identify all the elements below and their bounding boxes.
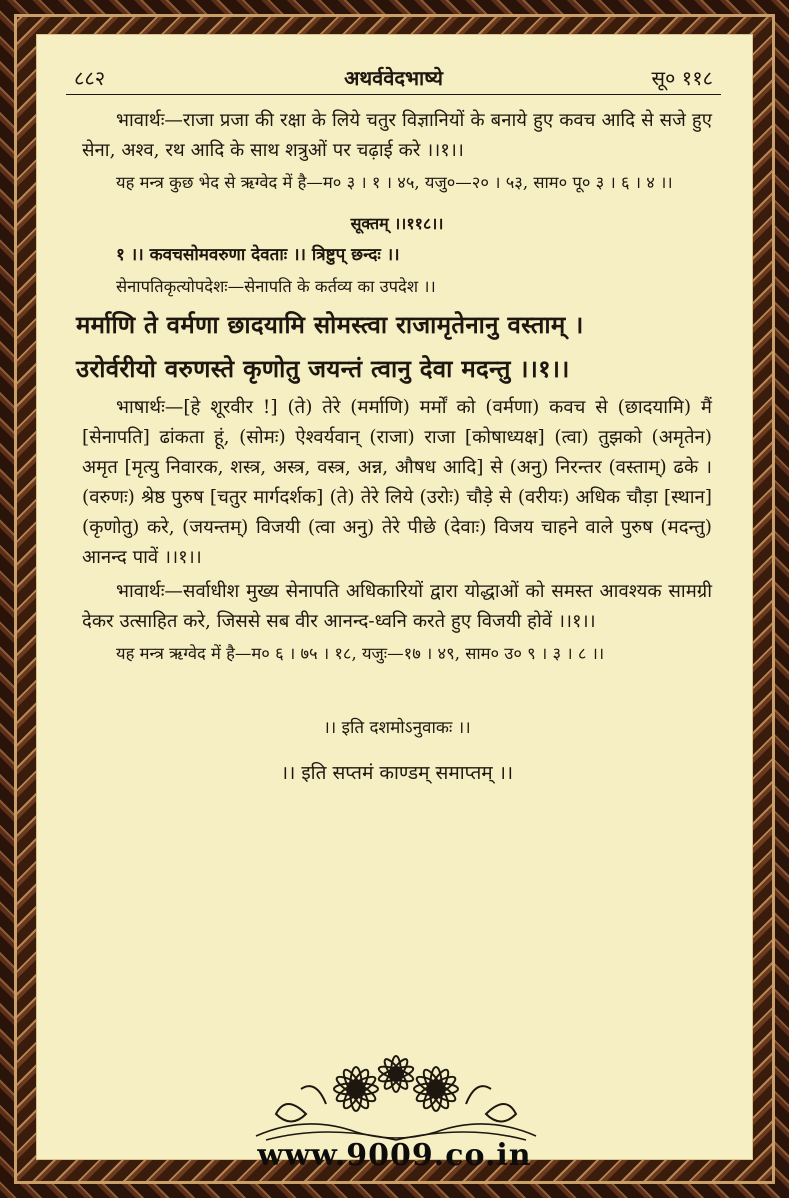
bhashartha-paragraph: भाषार्थः—[हे शूरवीर !] (ते) तेरे (मर्माणि) मर्मों को (वर्मणा) कवच से (छादयामि) मैं [सेनापति] ढांकता हूं, (सोमः) ऐश्वर्यवान् (राजा) राजा [कोषाध्यक्ष] (त्वा) तुझको (अमृतेन) अमृत [मृत्यु निवारक, शस्त्र, अस्त्र, वस्त्र, अन्न, औषध आदि] से (अनु) निरन्तर (वस्ताम्) ढके । (वरुणः) श्रेष्ठ पुरुष [चतुर मार्गदर्शक] (ते) तेरे लिये (उरोः) चौड़े से (वरीयः) अधिक चौड़ा [स्थान] (कृणोतु) करे, (जयन्तम्) विजयी (त्वा अनु) तेरे पीछे (देवाः) विजय चाहने वाले पुरुष (मदन्तु) आनन्द पावें ।।१।।: [82, 397, 712, 568]
page-body: [76, 106, 712, 788]
mantra-line-2: उरोर्वरीयो वरुणस्ते कृणोतु जयन्तं त्वानु देवा मदन्तु ।।१।।: [76, 354, 570, 383]
bhavartha-paragraph-1: भावार्थः—राजा प्रजा की रक्षा के लिये चतुर विज्ञानियों के बनाये हुए कवच आदि से सजे हुए सेना, अश्व, रथ आदि के साथ शत्रुओं पर चढ़ाई करे ।।१।।: [82, 110, 712, 161]
website-url[interactable]: www.9009.co.in: [257, 1138, 532, 1173]
devata-line: १ ।। कवचसोमवरुणा देवताः ।। त्रिष्टुप् छन्दः ।।: [116, 245, 400, 265]
reference-line-2: यह मन्त्र ऋग्वेद में है—म० ६ । ७५ । १८, यजुः—१७ । ४९, साम० उ० ९ । ३ । ८ ।।: [116, 644, 605, 663]
floral-ornament-icon: [246, 1044, 546, 1144]
anuvaka-end: ।। इति दशमोऽनुवाकः ।।: [323, 718, 471, 738]
page-number: ८८२: [74, 66, 106, 90]
sukta-heading: सूक्तम् ।।११८।।: [350, 214, 444, 233]
book-page: [36, 34, 753, 1160]
mantra-line-1: मर्माणि ते वर्मणा छादयामि सोमस्त्वा राजामृतेनानु वस्ताम् ।: [76, 310, 584, 339]
book-title: अथर्ववेदभाष्ये: [344, 66, 443, 90]
reference-line-1: यह मन्त्र कुछ भेद से ऋग्वेद में है—म० ३ । १ । ४५, यजु०—२० । ५३, साम० पू० ३ । ६ । ४ ।।: [116, 173, 673, 192]
upadesh-line: सेनापतिकृत्योपदेशः—सेनापति के कर्तव्य का उपदेश ।।: [116, 277, 436, 296]
kanda-end: ।। इति सप्तमं काण्डम् समाप्तम् ।।: [280, 762, 514, 784]
sukta-reference: सू० ११८: [651, 66, 713, 90]
page-header: [66, 62, 721, 95]
bhavartha-paragraph-2: भावार्थः—सर्वाधीश मुख्य सेनापति अधिकारियों द्वारा योद्धाओं को समस्त आवश्यक सामग्री देकर उत्साहित करे, जिससे सब वीर आनन्द-ध्वनि करते हुए विजयी होवें ।।१।।: [82, 581, 712, 632]
